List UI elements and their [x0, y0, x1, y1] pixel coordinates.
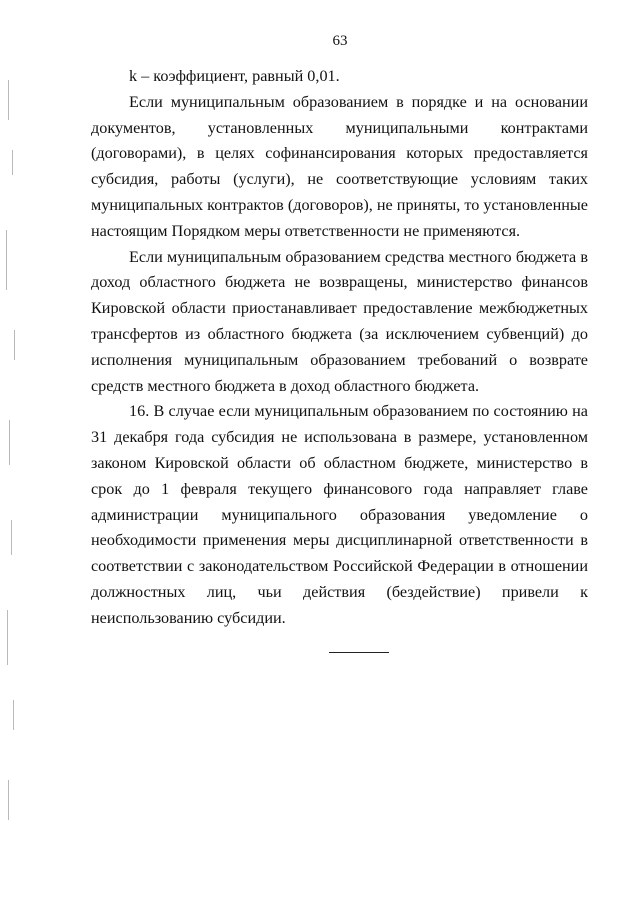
document-body: [91, 64, 588, 632]
page-number: 63: [332, 33, 348, 49]
end-of-text-rule: [329, 652, 389, 653]
paragraph-budget-return: Если муниципальным образованием средства местного бюджета в доход областного бюджета не возвращены, министерство финансов Кировской области приостанавливает предоставление межбюджетных трансфертов из областного бюджета (за исключением субвенций) до исполнения муниципальным образованием требований о возврате средств местного бюджета в доход областного бюджета.: [91, 247, 588, 395]
paragraph-clause-16: 16. В случае если муниципальным образованием по состоянию на 31 декабря года субсидия не использована в размере, установленном законом Кировской области об областном бюджете, министерство в срок до 1 февраля текущего финансового года направляет главе администрации муниципального образования уведомление о необходимости применения меры дисциплинарной ответственности в соответствии с законодательством Российской Федерации в отношении должностных лиц, чьи действия (бездействие) привели к неиспользованию субсидии.: [91, 402, 588, 627]
paragraph-coefficient: k – коэффициент, равный 0,01.: [129, 67, 340, 85]
scan-edge-marks: [0, 0, 40, 905]
paragraph-contract-works: Если муниципальным образованием в порядке и на основании документов, установленных муниципальными контрактами (договорами), в целях софинансирования которых предоставляется субсидия, работы (услуги), не соответствующие условиям таких муниципальных контрактов (договоров), не приняты, то установленные настоящим Порядком меры ответственности не применяются.: [91, 92, 588, 240]
